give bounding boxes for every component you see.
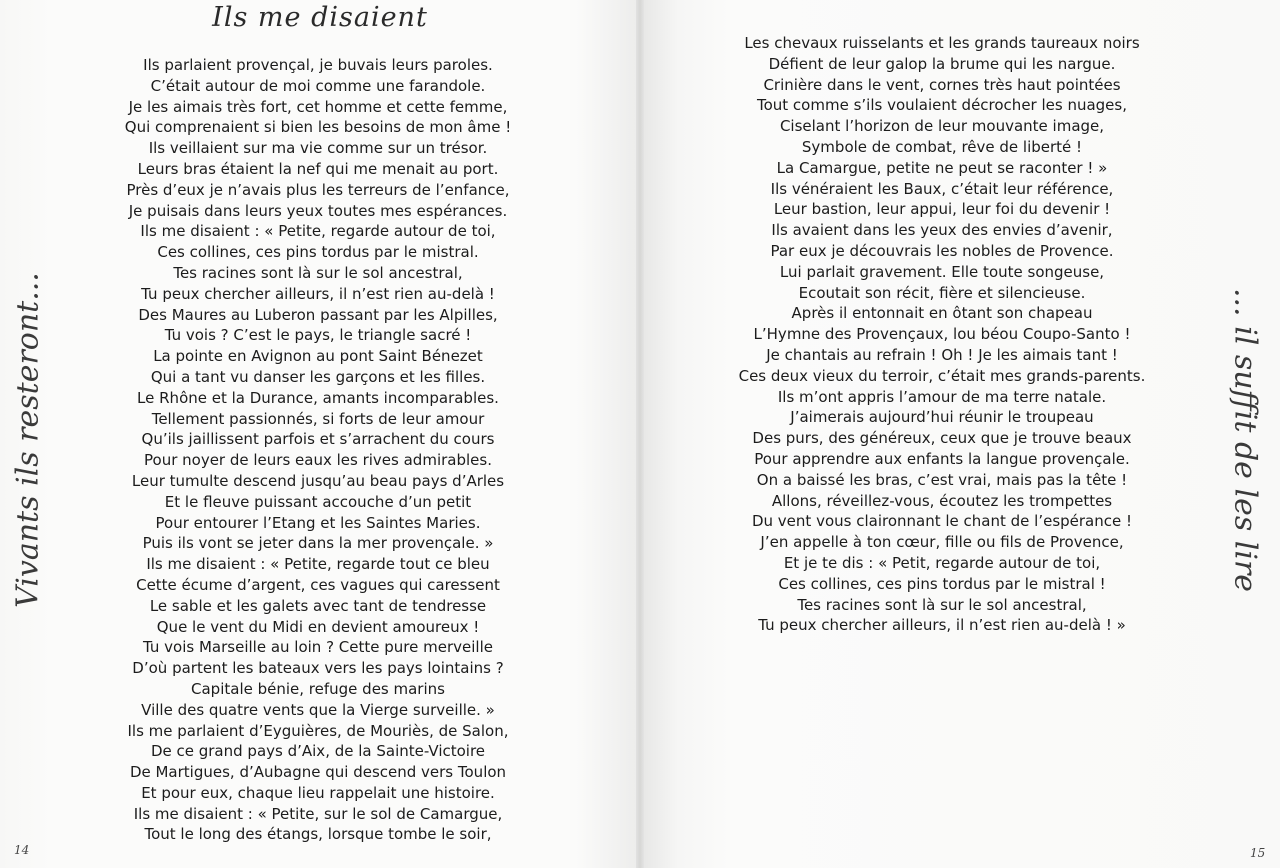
poem-line: Ces deux vieux du terroir, c’était mes grands-parents.	[738, 366, 1146, 385]
poem-line: Les chevaux ruisselants et les grands taureaux noirs	[744, 34, 1140, 52]
poem-line: Crinière dans le vent, cornes très haut pointées	[763, 75, 1121, 94]
poem-line: Tes racines sont là sur le sol ancestral,	[173, 263, 463, 282]
poem-line: Et le fleuve puissant accouche d’un petit	[164, 492, 472, 511]
poem-line: La Camargue, petite ne peut se raconter ! »	[776, 158, 1108, 177]
poem-line: Pour noyer de leurs eaux les rives admirables.	[144, 451, 492, 470]
poem-line: Puis ils vont se jeter dans la mer provençale. »	[142, 534, 494, 553]
poem-line: Ils avaient dans les yeux des envies d’avenir,	[771, 221, 1113, 240]
poem-line: Ils veillaient sur ma vie comme sur un trésor.	[148, 139, 488, 158]
poem-line: Ces collines, ces pins tordus par le mistral !	[778, 574, 1106, 593]
poem-line: Tellement passionnés, si forts de leur amour	[151, 409, 485, 428]
poem-line: Lui parlait gravement. Elle toute songeuse,	[779, 262, 1105, 281]
poem-line: J’en appelle à ton cœur, fille ou fils de Provence,	[760, 533, 1124, 552]
poem-line: Le Rhône et la Durance, amants incomparables.	[137, 388, 499, 407]
poem-line: La pointe en Avignon au pont Saint Bénezet	[153, 347, 483, 366]
poem-line: Que le vent du Midi en devient amoureux !	[156, 617, 480, 636]
poem-line: Capitale bénie, refuge des marins	[191, 679, 445, 698]
poem-line: L’Hymne des Provençaux, lou béou Coupo-Santo !	[753, 325, 1131, 344]
poem-line: Après il entonnait en ôtant son chapeau	[791, 304, 1093, 323]
right-margin-caption: ... il suffit de les lire	[1227, 287, 1263, 593]
book-gutter	[636, 0, 644, 868]
poem-line: Des Maures au Luberon passant par les Alpilles,	[138, 305, 498, 324]
poem-line: Tes racines sont là sur le sol ancestral,	[797, 595, 1087, 614]
poem-title: Ils me disaient	[212, 2, 428, 33]
poem-line: Et je te dis : « Petit, regarde autour de toi,	[783, 553, 1101, 572]
poem-line: Ville des quatre vents que la Vierge surveille. »	[141, 700, 495, 719]
poem-line: Défient de leur galop la brume qui les nargue.	[768, 54, 1116, 73]
poem-line: Tu peux chercher ailleurs, il n’est rien au-delà ! »	[758, 616, 1126, 635]
left-margin-caption: Vivants ils resteront...	[10, 272, 46, 608]
poem-line: Tout comme s’ils voulaient décrocher les nuages,	[756, 96, 1127, 115]
poem-line: Je les aimais très fort, cet homme et cette femme,	[128, 97, 508, 116]
poem-line: Ils me disaient : « Petite, regarde tout ce bleu	[146, 555, 490, 574]
poem-line: Allons, réveillez-vous, écoutez les trompettes	[771, 491, 1113, 510]
poem-line: Leur bastion, leur appui, leur foi du devenir !	[773, 200, 1111, 219]
poem-line: Je chantais au refrain ! Oh ! Je les aimais tant !	[766, 345, 1118, 364]
poem-line: Cette écume d’argent, ces vagues qui caressent	[136, 575, 500, 594]
poem-line: Ciselant l’horizon de leur mouvante image,	[779, 117, 1105, 136]
poem-line: Près d’eux je n’avais plus les terreurs de l’enfance,	[126, 180, 510, 199]
left-poem-text	[88, 55, 548, 845]
poem-line: Du vent vous claironnant le chant de l’espérance !	[751, 512, 1133, 531]
poem-line: Ils me disaient : « Petite, sur le sol de Camargue,	[133, 804, 503, 823]
poem-line: Tu vois ? C’est le pays, le triangle sacré !	[164, 326, 472, 345]
poem-line: Leur tumulte descend jusqu’au beau pays d’Arles	[131, 471, 505, 490]
right-poem-text	[722, 33, 1162, 636]
poem-line: Tout le long des étangs, lorsque tombe le soir,	[144, 825, 492, 844]
poem-line: Ces collines, ces pins tordus par le mistral.	[157, 243, 479, 262]
poem-line: Le sable et les galets avec tant de tendresse	[149, 596, 487, 615]
poem-line: Et pour eux, chaque lieu rappelait une histoire.	[141, 783, 495, 802]
poem-line: Symbole de combat, rêve de liberté !	[801, 137, 1083, 156]
poem-line: Je puisais dans leurs yeux toutes mes espérances.	[128, 201, 508, 220]
poem-line: J’aimerais aujourd’hui réunir le troupeau	[790, 408, 1094, 427]
poem-line: Ils m’ont appris l’amour de ma terre natale.	[777, 387, 1107, 406]
poem-line: Ecoutait son récit, fière et silencieuse.	[798, 283, 1086, 302]
poem-line: Ils me parlaient d’Eyguières, de Mouriès, de Salon,	[127, 721, 509, 740]
poem-line: Pour apprendre aux enfants la langue provençale.	[754, 449, 1130, 468]
poem-line: Qu’ils jaillissent parfois et s’arrachent du cours	[141, 430, 495, 449]
poem-line: Des purs, des généreux, ceux que je trouve beaux	[752, 429, 1132, 448]
poem-line: De Martigues, d’Aubagne qui descend vers Toulon	[129, 763, 507, 782]
poem-line: D’où partent les bateaux vers les pays lointains ?	[132, 659, 504, 678]
poem-line: Ils vénéraient les Baux, c’était leur référence,	[770, 179, 1114, 198]
page-number-left: 14	[14, 843, 30, 857]
poem-line: Pour entourer l’Etang et les Saintes Maries.	[155, 513, 481, 532]
poem-line: Ils me disaient : « Petite, regarde autour de toi,	[140, 222, 496, 241]
poem-line: Ils parlaient provençal, je buvais leurs paroles.	[143, 56, 493, 74]
poem-line: Tu peux chercher ailleurs, il n’est rien au-delà !	[141, 284, 495, 303]
poem-line: Qui a tant vu danser les garçons et les filles.	[150, 367, 486, 386]
poem-line: De ce grand pays d’Aix, de la Sainte-Victoire	[150, 742, 486, 761]
poem-line: Leurs bras étaient la nef qui me menait au port.	[137, 159, 499, 178]
poem-line: Par eux je découvrais les nobles de Provence.	[770, 241, 1114, 260]
page-number-right: 15	[1250, 846, 1266, 860]
poem-line: Tu vois Marseille au loin ? Cette pure merveille	[143, 638, 493, 657]
poem-line: C’était autour de moi comme une farandole.	[150, 76, 486, 95]
poem-line: Qui comprenaient si bien les besoins de mon âme !	[124, 118, 512, 137]
poem-line: On a baissé les bras, c’est vrai, mais pas la tête !	[756, 470, 1128, 489]
